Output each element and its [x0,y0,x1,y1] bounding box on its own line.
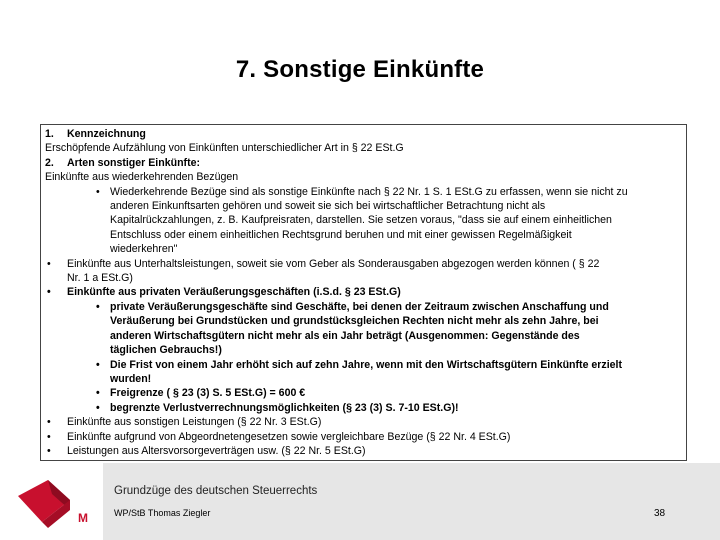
bullet-icon: • [96,358,100,371]
bullet-mps: • Einkünfte aufgrund von Abgeordnetengesetzen sowie vergleichbare Bezüge (§ 22 Nr. 4 ESt.G) [47,430,511,443]
bullet-private-sales: • Einkünfte aus privaten Veräußerungsgeschäften (i.S.d. § 23 ESt.G) [47,286,401,299]
section-1-heading: 1. Kennzeichnung [45,128,146,140]
bullet-services: • Einkünfte aus sonstigen Leistungen (§ 22 Nr. 3 ESt.G) [47,416,322,429]
slide-title: 7. Sonstige Einkünfte [235,56,485,83]
bullet-icon: • [96,401,100,414]
footer-bar [103,463,720,540]
bullet-icon: • [96,185,100,198]
bullet-icon: • [47,444,51,457]
page-number: 38 [654,508,666,519]
university-logo [8,470,100,532]
bullet-icon: • [96,300,100,313]
sub-bullet-private-sales-exemption: • Freigrenze ( § 23 (3) S. 5 ESt.G) = 600 € [96,387,306,400]
section-2-heading: 2. Arten sonstiger Einkünfte: [45,156,201,169]
bullet-icon: • [47,257,51,270]
content-box [40,124,687,461]
sub-bullet-private-sales-period: • Die Frist von einem Jahr erhöht sich auf zehn Jahre, wenn mit den Wirtschaftsgütern Einkünfte erzielt wurden! [96,358,623,385]
bullet-icon: • [47,416,51,429]
footer-course-title: Grundzüge des deutschen Steuerrechts [114,485,318,497]
section-1-text: Erschöpfende Aufzählung von Einkünften unterschiedlicher Art in § 22 ESt.G [45,142,404,155]
footer-author: WP/StB Thomas Ziegler [114,508,211,518]
section-2-intro: Einkünfte aus wiederkehrenden Bezügen [45,171,239,184]
bullet-maintenance: • Einkünfte aus Unterhaltsleistungen, soweit sie vom Geber als Sonderausgaben abgezogen werden können ( § 22 Nr. 1 a ESt.G) [47,257,600,285]
bullet-icon: • [96,387,100,400]
sub-bullet-private-sales-definition: • private Veräußerungsgeschäfte sind Geschäfte, bei denen der Zeitraum zwischen Anschaffung und Veräußerung bei Grundstücken und grundstücksgleichen Rechten nicht mehr als zehn Jahre, bei anderen Wirtschaftsgütern nicht mehr als ein Jahr beträgt (Ausgenommen: Gegenstände des täglichen Gebrauchs!) [96,300,609,357]
bullet-icon: • [47,430,51,443]
sub-bullet-recurring: • Wiederkehrende Bezüge sind als sonstige Einkünfte nach § 22 Nr. 1 S. 1 ESt.G zu erfassen, wenn sie nicht zu anderen Einkunftsarten gehören und soweit sie sich bei wirtschaftlicher Betrachtung nicht als Kapitalrückzahlungen, z. B. Kaufpreisraten, darstellen. Sie setzen voraus, "dass sie auf einem einheitlichen Entschluss oder einem einheitlichen Rechtsgrund beruhen und mit einer gewissen Regelmäßigkeit wiederkehren" [96,185,628,256]
sub-bullet-private-sales-losses: • begrenzte Verlustverrechnungsmöglichkeiten (§ 23 (3) S. 7-10 ESt.G)! [96,401,459,414]
logo-mark-icon [18,480,70,528]
bullet-pensions: • Leistungen aus Altersvorsorgeverträgen usw. (§ 22 Nr. 5 ESt.G) [47,444,366,457]
logo-letter: M [78,511,88,525]
bullet-icon: • [47,286,51,299]
